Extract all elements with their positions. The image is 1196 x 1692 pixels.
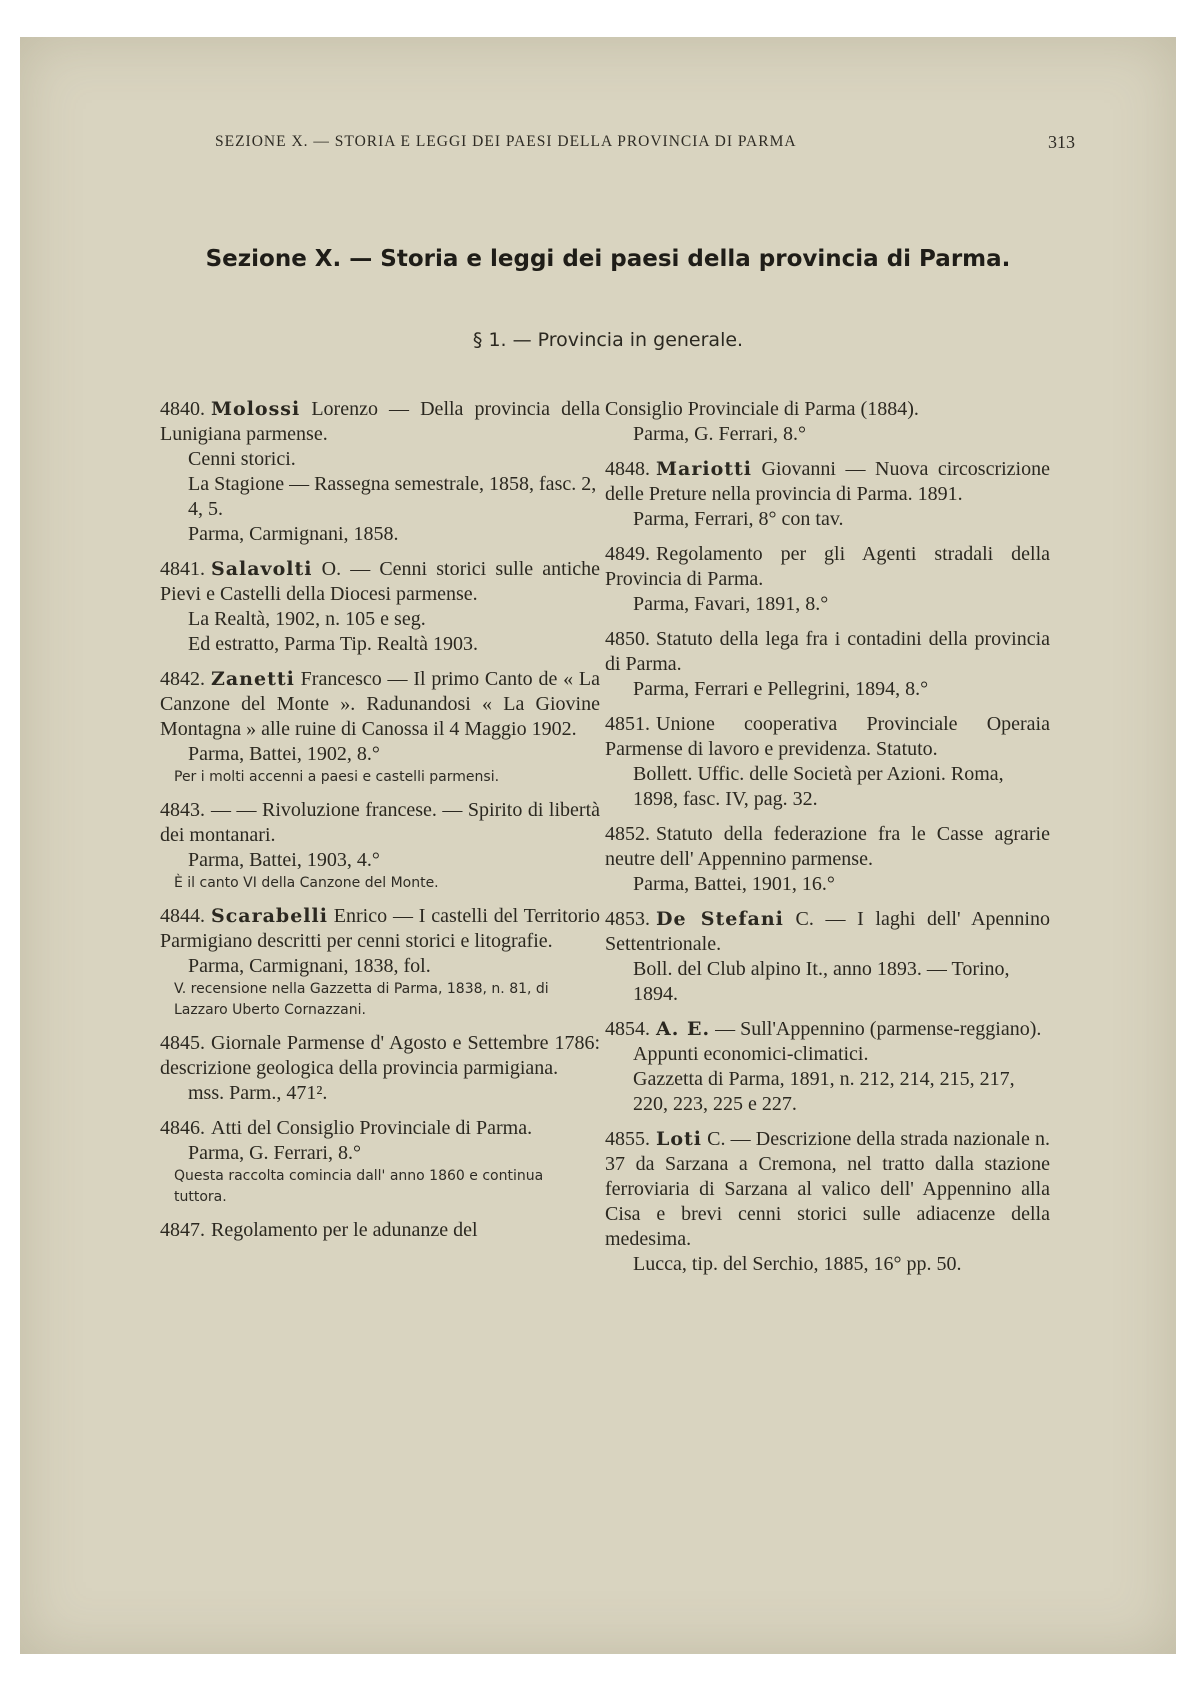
entry-imprint: Parma, Battei, 1903, 4.° bbox=[188, 849, 380, 871]
entry-title: Regolamento per gli Agenti stradali della Provincia di Parma. bbox=[605, 543, 1050, 590]
entry-4849 bbox=[605, 542, 1050, 617]
entry-number: 4854. bbox=[605, 1018, 650, 1040]
right-column bbox=[605, 397, 1050, 1287]
entry-imprint: Gazzetta di Parma, 1891, n. 212, 214, 215, 217, 220, 223, 225 e 227. bbox=[633, 1068, 1015, 1115]
entry-note: V. recensione nella Gazzetta di Parma, 1838, n. 81, di Lazzaro Uberto Cornazzani. bbox=[174, 981, 549, 1018]
entry-4854 bbox=[605, 1017, 1050, 1117]
running-title: SEZIONE X. — STORIA E LEGGI DEI PAESI DELLA PROVINCIA DI PARMA bbox=[215, 133, 797, 150]
entry-imprint: Boll. del Club alpino It., anno 1893. — Torino, 1894. bbox=[633, 958, 1010, 1005]
entry-imprint: Lucca, tip. del Serchio, 1885, 16° pp. 50. bbox=[633, 1253, 962, 1275]
entry-number: 4855. bbox=[605, 1128, 650, 1150]
running-header bbox=[215, 133, 1075, 151]
entry-continuation: Consiglio Provinciale di Parma (1884). bbox=[605, 398, 919, 420]
entry-4851 bbox=[605, 712, 1050, 812]
entry-4841 bbox=[160, 557, 600, 657]
entry-4846 bbox=[160, 1116, 600, 1208]
entry-number: 4841. bbox=[160, 558, 205, 580]
entry-number: 4846. bbox=[160, 1117, 205, 1139]
entry-number: 4845. bbox=[160, 1032, 205, 1054]
entry-imprint: Parma, G. Ferrari, 8.° bbox=[633, 423, 806, 445]
entry-number: 4848. bbox=[605, 458, 650, 480]
entry-number: 4847. bbox=[160, 1219, 205, 1241]
entry-4844 bbox=[160, 904, 600, 1021]
entry-title: Atti del Consiglio Provinciale di Parma. bbox=[211, 1117, 533, 1139]
entry-imprint: Bollett. Uffic. delle Società per Azioni. Roma, 1898, fasc. IV, pag. 32. bbox=[633, 763, 1004, 810]
entry-imprint: Parma, Ferrari e Pellegrini, 1894, 8.° bbox=[633, 678, 929, 700]
entry-title: — Sull'Appennino (parmense-reggiano). bbox=[715, 1018, 1042, 1040]
entry-number: 4842. bbox=[160, 668, 205, 690]
entry-note: Questa raccolta comincia dall' anno 1860 e continua tuttora. bbox=[174, 1168, 544, 1205]
book-page bbox=[20, 37, 1176, 1654]
entry-number: 4850. bbox=[605, 628, 650, 650]
entry-title: Lorenzo — Della provincia della Lunigiana parmense. bbox=[160, 398, 600, 445]
entry-author: Molossi bbox=[211, 398, 301, 420]
entry-author: Zanetti bbox=[211, 668, 295, 690]
entry-4847-continued bbox=[605, 397, 1050, 447]
entry-number: 4844. bbox=[160, 905, 205, 927]
entry-line: Appunti economici-climatici. bbox=[633, 1043, 869, 1065]
entry-4853 bbox=[605, 907, 1050, 1007]
entry-author: Scarabelli bbox=[211, 905, 328, 927]
entry-4843 bbox=[160, 798, 600, 894]
entry-4855 bbox=[605, 1127, 1050, 1277]
subsection-title: § 1. — Provincia in generale. bbox=[472, 329, 744, 351]
entry-4848 bbox=[605, 457, 1050, 532]
entry-4850 bbox=[605, 627, 1050, 702]
entry-line: La Realtà, 1902, n. 105 e seg. bbox=[188, 608, 426, 630]
entry-author: Salavolti bbox=[211, 558, 313, 580]
entry-line: La Stagione — Rassegna semestrale, 1858, fasc. 2, 4, 5. bbox=[188, 473, 597, 520]
entry-4847 bbox=[160, 1218, 600, 1243]
entry-title: Francesco — Il primo Canto de « La Canzone del Monte ». Radunandosi « La Giovine Montagna » alle ruine di Canossa il 4 Maggio 1902. bbox=[160, 668, 601, 740]
entry-imprint: Parma, Carmignani, 1838, fol. bbox=[188, 955, 431, 977]
section-title: Sezione X. — Storia e leggi dei paesi della provincia di Parma. bbox=[205, 246, 1011, 272]
entry-number: 4843. bbox=[160, 799, 205, 821]
entry-imprint: mss. Parm., 471². bbox=[188, 1082, 328, 1104]
entry-title: C. — I laghi dell' Apennino Settentrionale. bbox=[605, 908, 1050, 955]
entry-note: È il canto VI della Canzone del Monte. bbox=[174, 875, 439, 891]
entry-imprint: Parma, Battei, 1901, 16.° bbox=[633, 873, 835, 895]
entry-author: De Stefani bbox=[656, 908, 784, 930]
entry-title: — — Rivoluzione francese. — Spirito di libertà dei montanari. bbox=[160, 799, 600, 846]
entry-number: 4840. bbox=[160, 398, 205, 420]
entry-title: Statuto della federazione fra le Casse agrarie neutre dell' Appennino parmense. bbox=[605, 823, 1050, 870]
entry-number: 4853. bbox=[605, 908, 650, 930]
entry-author: Mariotti bbox=[656, 458, 753, 480]
entry-title: Giornale Parmense d' Agosto e Settembre 1786: descrizione geologica della provincia parmigiana. bbox=[160, 1032, 600, 1079]
entry-title: Unione cooperativa Provinciale Operaia Parmense di lavoro e previdenza. Statuto. bbox=[605, 713, 1050, 760]
entry-title: O. — Cenni storici sulle antiche Pievi e Castelli della Diocesi parmense. bbox=[160, 558, 601, 605]
entry-author: A. E. bbox=[656, 1018, 711, 1040]
entry-title: Enrico — I castelli del Territorio Parmigiano descritti per cenni storici e litografie. bbox=[160, 905, 601, 952]
page-number: 313 bbox=[1048, 132, 1075, 152]
entry-note: Per i molti accenni a paesi e castelli parmensi. bbox=[174, 769, 500, 785]
entry-4840 bbox=[160, 397, 600, 547]
entry-4842 bbox=[160, 667, 600, 788]
entry-title: Regolamento per le adunanze del bbox=[211, 1219, 478, 1241]
entry-imprint: Parma, G. Ferrari, 8.° bbox=[188, 1142, 361, 1164]
entry-4852 bbox=[605, 822, 1050, 897]
entry-number: 4851. bbox=[605, 713, 650, 735]
entry-title: Giovanni — Nuova circoscrizione delle Preture nella provincia di Parma. 1891. bbox=[605, 458, 1050, 505]
entry-imprint: Parma, Ferrari, 8° con tav. bbox=[633, 508, 844, 530]
entry-imprint: Ed estratto, Parma Tip. Realtà 1903. bbox=[188, 633, 478, 655]
entry-number: 4852. bbox=[605, 823, 650, 845]
entry-imprint: Parma, Battei, 1902, 8.° bbox=[188, 743, 380, 765]
entry-number: 4849. bbox=[605, 543, 650, 565]
entry-4845 bbox=[160, 1031, 600, 1106]
entry-line: Cenni storici. bbox=[188, 448, 296, 470]
left-column bbox=[160, 397, 600, 1253]
entry-title: C. — Descrizione della strada nazionale n. 37 da Sarzana a Cremona, nel tratto dalla stazione ferroviaria di Sarzana al valico dell' Appennino alla Cisa e brevi cenni storici sulle adiacenze della medesima. bbox=[605, 1128, 1050, 1250]
entry-author: Loti bbox=[656, 1128, 703, 1150]
entry-imprint: Parma, Carmignani, 1858. bbox=[188, 523, 399, 545]
entry-title: Statuto della lega fra i contadini della provincia di Parma. bbox=[605, 628, 1050, 675]
entry-imprint: Parma, Favari, 1891, 8.° bbox=[633, 593, 829, 615]
